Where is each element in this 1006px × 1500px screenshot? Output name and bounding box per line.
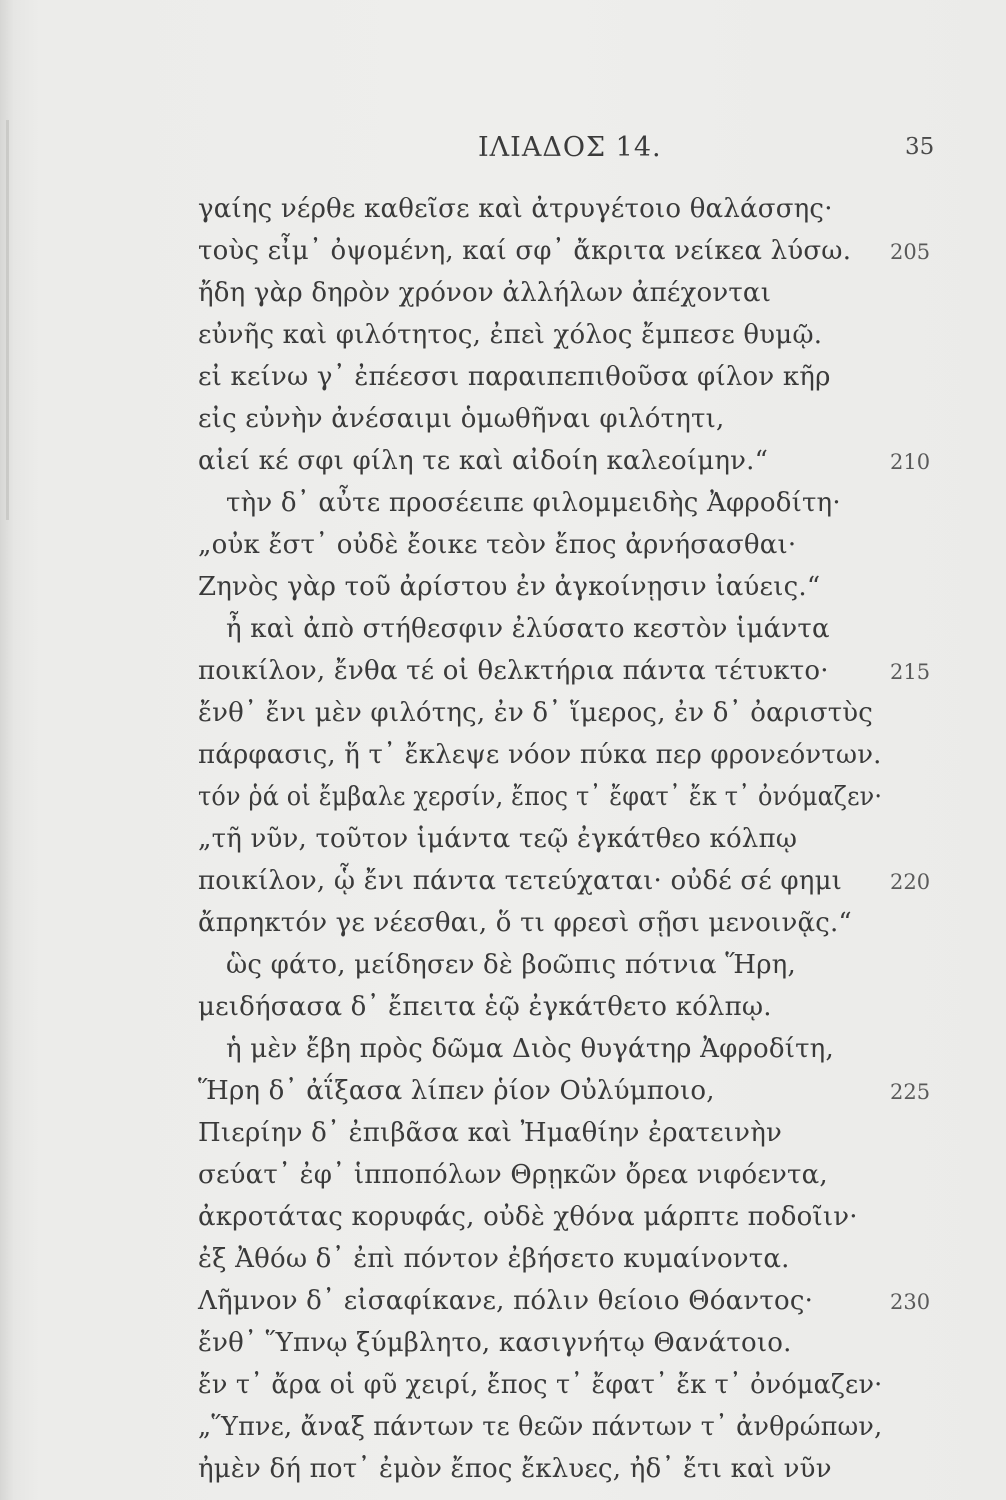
verse-line bbox=[0, 1202, 1006, 1242]
verse-text: τόν ῥά οἱ ἔμβαλε χερσίν, ἔπος τ᾽ ἔφατ᾽ ἔκ τ᾽ ὀνόμαζεν· bbox=[198, 782, 883, 812]
verse-line bbox=[0, 194, 1006, 234]
line-number: 215 bbox=[890, 660, 931, 684]
verse-text: ἐξ Ἀθόω δ᾽ ἐπὶ πόντον ἐβήσετο κυμαίνοντα. bbox=[198, 1244, 790, 1274]
verse-line bbox=[0, 530, 1006, 570]
verse-text: „Ὕπνε, ἄναξ πάντων τε θεῶν πάντων τ᾽ ἀνθρώπων, bbox=[198, 1412, 883, 1442]
verse-text: εἰς εὐνὴν ἀνέσαιμι ὁμωθῆναι φιλότητι, bbox=[198, 404, 725, 434]
verse-line bbox=[0, 1454, 1006, 1494]
verse-line bbox=[0, 824, 1006, 864]
verse-text: τὴν δ᾽ αὖτε προσέειπε φιλομμειδὴς Ἀφροδίτη· bbox=[226, 488, 841, 518]
verse-line bbox=[0, 1328, 1006, 1368]
running-title: ΙΛΙΑΔΟΣ 14. bbox=[478, 132, 662, 163]
verse-line bbox=[0, 362, 1006, 402]
page-header bbox=[0, 132, 1006, 172]
verse-line bbox=[0, 950, 1006, 990]
verse-line bbox=[0, 614, 1006, 654]
verse-line bbox=[0, 1118, 1006, 1158]
verse-line bbox=[0, 782, 1006, 822]
verse-line bbox=[0, 866, 1006, 906]
verse-text: αἰεί κέ σφι φίλη τε καὶ αἰδοίη καλεοίμην.“ bbox=[198, 446, 769, 476]
verse-line bbox=[0, 1370, 1006, 1410]
verse-text: εὐνῆς καὶ φιλότητος, ἐπεὶ χόλος ἔμπεσε θυμῷ. bbox=[198, 320, 823, 350]
verse-text: τοὺς εἶμ᾽ ὀψομένη, καί σφ᾽ ἄκριτα νείκεα λύσω. bbox=[198, 236, 852, 266]
verse-line bbox=[0, 1286, 1006, 1326]
verse-text: Ζηνὸς γὰρ τοῦ ἀρίστου ἐν ἀγκοίνῃσιν ἰαύεις.“ bbox=[198, 572, 821, 602]
verse-line bbox=[0, 320, 1006, 360]
verse-line bbox=[0, 740, 1006, 780]
verse-text: ἤδη γὰρ δηρὸν χρόνον ἀλλήλων ἀπέχονται bbox=[198, 278, 772, 308]
verse-line bbox=[0, 656, 1006, 696]
verse-text: Λῆμνον δ᾽ εἰσαφίκανε, πόλιν θείοιο Θόαντος· bbox=[198, 1286, 814, 1316]
verse-line bbox=[0, 446, 1006, 486]
verse-text: ἦ καὶ ἀπὸ στήθεσφιν ἐλύσατο κεστὸν ἱμάντα bbox=[226, 614, 830, 644]
verse-line bbox=[0, 278, 1006, 318]
verse-line bbox=[0, 1160, 1006, 1200]
verse-text: εἰ κείνω γ᾽ ἐπέεσσι παραιπεπιθοῦσα φίλον κῆρ bbox=[198, 362, 831, 392]
page-number: 35 bbox=[905, 134, 935, 160]
verse-line bbox=[0, 698, 1006, 738]
line-number: 220 bbox=[890, 870, 931, 894]
verse-line bbox=[0, 908, 1006, 948]
verse-text: μειδήσασα δ᾽ ἔπειτα ἑῷ ἐγκάτθετο κόλπῳ. bbox=[198, 992, 772, 1022]
verse-text: ἔνθ᾽ ἔνι μὲν φιλότης, ἐν δ᾽ ἵμερος, ἐν δ᾽ ὀαριστὺς bbox=[198, 698, 874, 728]
verse-line bbox=[0, 1412, 1006, 1452]
verse-text: ἄπρηκτόν γε νέεσθαι, ὅ τι φρεσὶ σῇσι μενοινᾷς.“ bbox=[198, 908, 852, 938]
line-number: 210 bbox=[890, 450, 931, 474]
verse-text: γαίης νέρθε καθεῖσε καὶ ἀτρυγέτοιο θαλάσσης· bbox=[198, 194, 833, 224]
verse-text: ἠμὲν δή ποτ᾽ ἐμὸν ἔπος ἔκλυες, ἠδ᾽ ἔτι καὶ νῦν bbox=[198, 1454, 832, 1484]
verse-line bbox=[0, 236, 1006, 276]
verse-text: ἔνθ᾽ Ὕπνῳ ξύμβλητο, κασιγνήτῳ Θανάτοιο. bbox=[198, 1328, 792, 1358]
verse-text: „τῆ νῦν, τοῦτον ἱμάντα τεῷ ἐγκάτθεο κόλπῳ bbox=[198, 824, 798, 854]
verse-line bbox=[0, 1244, 1006, 1284]
verse-line bbox=[0, 1076, 1006, 1116]
verse-text: „οὐκ ἔστ᾽ οὐδὲ ἔοικε τεὸν ἔπος ἀρνήσασθαι· bbox=[198, 530, 797, 560]
verse-text: ποικίλον, ᾧ ἔνι πάντα τετεύχαται· οὐδέ σέ φημι bbox=[198, 866, 843, 896]
verse-line bbox=[0, 404, 1006, 444]
verse-line bbox=[0, 992, 1006, 1032]
verse-text: ὣς φάτο, μείδησεν δὲ βοῶπις πότνια Ἥρη, bbox=[226, 950, 796, 980]
verse-line bbox=[0, 1034, 1006, 1074]
verse-text: ἀκροτάτας κορυφάς, οὐδὲ χθόνα μάρπτε ποδοῖιν· bbox=[198, 1202, 858, 1232]
verse-text: ἔν τ᾽ ἄρα οἱ φῦ χειρί, ἔπος τ᾽ ἔφατ᾽ ἔκ τ᾽ ὀνόμαζεν· bbox=[198, 1370, 883, 1400]
line-number: 225 bbox=[890, 1080, 931, 1104]
verse-text: Πιερίην δ᾽ ἐπιβᾶσα καὶ Ἠμαθίην ἐρατεινὴν bbox=[198, 1118, 782, 1148]
verse-text: ποικίλον, ἔνθα τέ οἱ θελκτήρια πάντα τέτυκτο· bbox=[198, 656, 829, 686]
verse-text: πάρφασις, ἥ τ᾽ ἔκλεψε νόον πύκα περ φρονεόντων. bbox=[198, 740, 882, 770]
verse-text: σεύατ᾽ ἐφ᾽ ἱπποπόλων Θρῃκῶν ὄρεα νιφόεντα, bbox=[198, 1160, 828, 1190]
verse-text: Ἥρη δ᾽ ἀΐξασα λίπεν ῥίον Οὐλύμποιο, bbox=[198, 1076, 715, 1106]
verse-text: ἡ μὲν ἔβη πρὸς δῶμα Διὸς θυγάτηρ Ἀφροδίτη, bbox=[226, 1034, 834, 1064]
verse-line bbox=[0, 488, 1006, 528]
verse-line bbox=[0, 572, 1006, 612]
line-number: 230 bbox=[890, 1290, 931, 1314]
line-number: 205 bbox=[890, 240, 931, 264]
